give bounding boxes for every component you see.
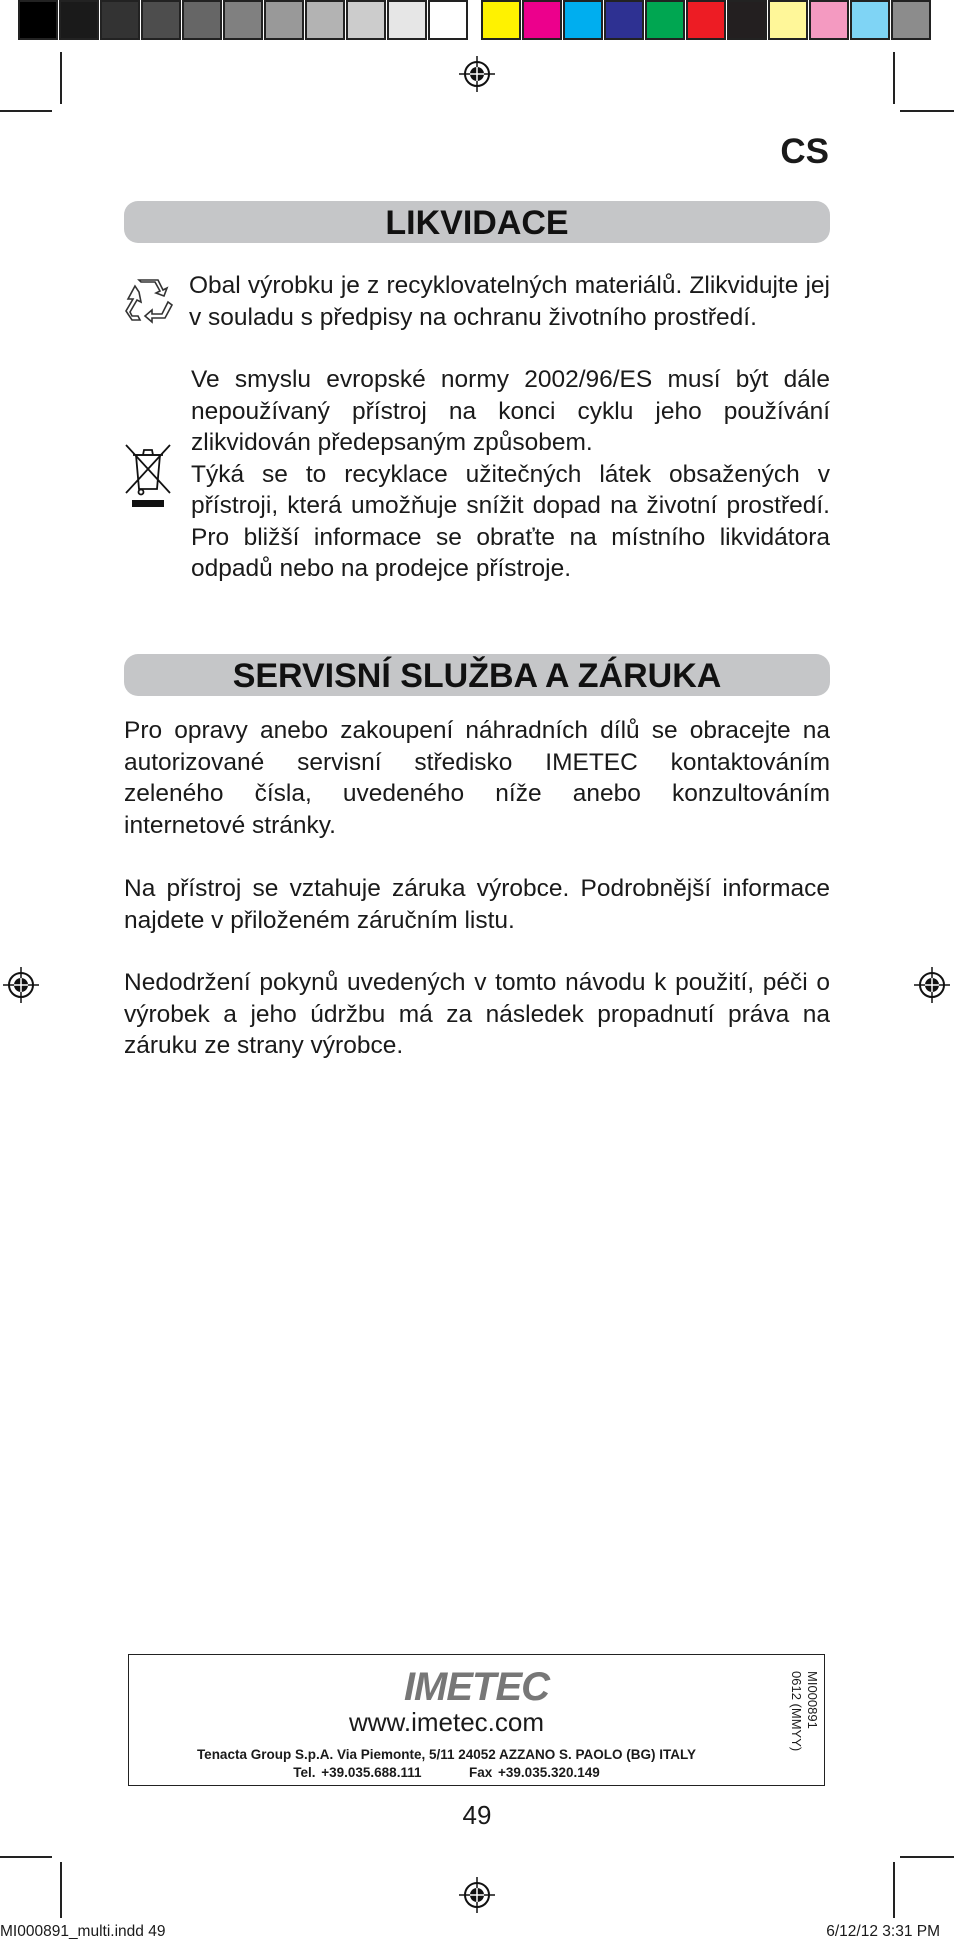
imetec-logo: IMETEC bbox=[403, 1665, 550, 1709]
crop-mark bbox=[0, 110, 52, 112]
recycling-info-paragraph: Týká se to recyklace užitečných látek obsažených v přístroji, která umožňuje snížit dopad na životní prostředí. Pro bližší informace se obraťte na místního likvidátora odpadů nebo na prodejce přístroje. bbox=[191, 460, 830, 582]
language-code: CS bbox=[780, 132, 829, 171]
recycle-icon bbox=[122, 274, 174, 326]
manufacturer-footer-box bbox=[128, 1654, 825, 1786]
color-calibration-bar bbox=[18, 0, 932, 44]
fax: Fax +39.035.320.149 bbox=[469, 1765, 600, 1780]
gray-swatch bbox=[223, 0, 263, 40]
section-title-likvidace: LIKVIDACE bbox=[124, 201, 830, 243]
section-title-service-warranty: SERVISNÍ SLUŽBA A ZÁRUKA bbox=[124, 654, 830, 696]
color-swatch bbox=[645, 0, 685, 40]
company-address: Tenacta Group S.p.A. Via Piemonte, 5/11 24052 AZZANO S. PAOLO (BG) ITALY bbox=[196, 1747, 697, 1762]
color-swatch bbox=[891, 0, 931, 40]
color-swatch bbox=[727, 0, 767, 40]
gray-swatch bbox=[264, 0, 304, 40]
crop-mark bbox=[893, 1862, 895, 1918]
crop-mark bbox=[60, 52, 62, 104]
phone-fax-line bbox=[129, 1765, 764, 1780]
registration-mark-icon bbox=[459, 1877, 495, 1913]
document-id: MI000891 bbox=[805, 1671, 820, 1729]
color-swatch bbox=[768, 0, 808, 40]
registration-mark-icon bbox=[914, 967, 950, 1003]
warranty-void-paragraph: Nedodržení pokynů uvedených v tomto návodu k použití, péči o výrobek a jeho údržbu má za následek propadnutí práva na záruku ze strany výrobce. bbox=[124, 969, 830, 1059]
color-swatch bbox=[481, 0, 521, 40]
color-swatch bbox=[809, 0, 849, 40]
page-number: 49 bbox=[462, 1800, 492, 1830]
crop-mark bbox=[60, 1862, 62, 1918]
gray-swatch bbox=[100, 0, 140, 40]
service-paragraph: Pro opravy anebo zakoupení náhradních dílů se obracejte na autorizované servisní středisko IMETEC kontaktováním zeleného čísla, uvedeného níže anebo konzultováním internetové stránky. bbox=[124, 717, 830, 839]
gray-swatch bbox=[59, 0, 99, 40]
slug-timestamp: 6/12/12 3:31 PM bbox=[826, 1923, 940, 1940]
crop-mark bbox=[0, 1856, 52, 1858]
website-link[interactable]: www.imetec.com bbox=[348, 1707, 545, 1737]
gray-swatch bbox=[18, 0, 58, 40]
disposal-packaging-text: Obal výrobku je z recyklovatelných materiálů. Zlikvidujte jej v souladu s předpisy na ochranu životního prostředí. bbox=[189, 272, 830, 331]
crop-mark bbox=[900, 110, 954, 112]
gray-swatch bbox=[141, 0, 181, 40]
color-swatch bbox=[604, 0, 644, 40]
color-swatch bbox=[850, 0, 890, 40]
slug-filename: MI000891_multi.indd 49 bbox=[0, 1923, 166, 1940]
weee-paragraph: Ve smyslu evropské normy 2002/96/ES musí být dále nepoužívaný přístroj na konci cyklu jeho používání zlikvidován předepsaným způsobem. bbox=[191, 366, 830, 456]
registration-mark-icon bbox=[3, 967, 39, 1003]
gray-swatch bbox=[346, 0, 386, 40]
gray-swatch bbox=[428, 0, 468, 40]
weee-directive-text bbox=[191, 364, 830, 585]
document-date-code: 0612 (MMYY) bbox=[789, 1671, 804, 1752]
warranty-paragraph: Na přístroj se vztahuje záruka výrobce. Podrobnější informace najdete v přiloženém záručním listu. bbox=[124, 875, 830, 934]
gray-swatch bbox=[182, 0, 222, 40]
crossed-bin-icon bbox=[124, 443, 172, 509]
telephone: Tel. +39.035.688.111 bbox=[293, 1765, 422, 1780]
document-code bbox=[784, 1671, 820, 1771]
gray-swatch bbox=[305, 0, 345, 40]
registration-mark-icon bbox=[459, 56, 495, 92]
gray-swatch bbox=[387, 0, 427, 40]
crop-mark bbox=[893, 52, 895, 104]
color-swatch bbox=[563, 0, 603, 40]
crop-mark bbox=[900, 1856, 954, 1858]
color-swatch bbox=[522, 0, 562, 40]
color-swatch bbox=[686, 0, 726, 40]
